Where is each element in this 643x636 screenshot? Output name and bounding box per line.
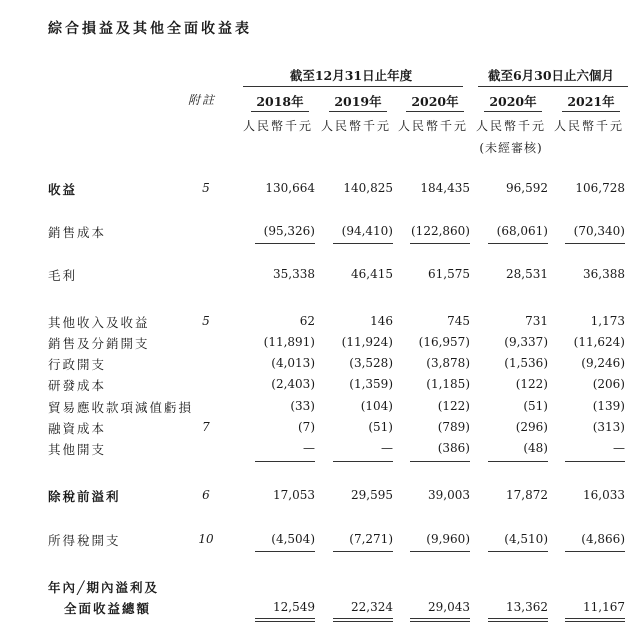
row-label-finance-costs: 融資成本 (48, 421, 107, 436)
table-cell: 28,531 (506, 267, 548, 281)
table-cell: (94,410) (341, 224, 393, 238)
column-unaudited-note: (未經審核) (479, 141, 543, 155)
group-header-rule (478, 86, 628, 87)
column-header-rule (329, 111, 387, 112)
subtotal-rule (565, 461, 625, 462)
column-unit: 人民幣千元 (320, 119, 391, 133)
table-cell: (7,271) (349, 532, 393, 546)
column-header-rule (406, 111, 464, 112)
subtotal-rule (565, 243, 625, 244)
table-cell: (206) (592, 377, 625, 391)
total-double-rule (410, 618, 470, 622)
table-cell: 745 (447, 314, 470, 328)
table-cell: (313) (592, 420, 625, 434)
table-cell: 96,592 (506, 181, 548, 195)
row-label-selling-expenses: 銷售及分銷開支 (48, 336, 150, 351)
table-cell: 13,362 (506, 600, 548, 614)
table-cell: (1,536) (504, 356, 548, 370)
row-note-ref: 6 (202, 488, 210, 502)
row-label-revenue: 收益 (48, 182, 78, 197)
row-note-ref: 7 (202, 420, 210, 434)
table-cell: 29,595 (351, 488, 393, 502)
table-cell: 22,324 (351, 600, 393, 614)
total-double-rule (565, 618, 625, 622)
column-header-year: 2019年 (334, 94, 382, 109)
table-cell: (68,061) (496, 224, 548, 238)
column-header-year: 2020年 (489, 94, 537, 109)
row-note-ref: 5 (202, 181, 210, 195)
total-double-rule (333, 618, 393, 622)
table-cell: (104) (360, 399, 393, 413)
table-cell: 17,053 (273, 488, 315, 502)
table-cell: 35,338 (273, 267, 315, 281)
subtotal-rule (410, 551, 470, 552)
column-unit: 人民幣千元 (475, 119, 546, 133)
row-label-cost-of-sales: 銷售成本 (48, 225, 107, 240)
table-cell: (95,326) (263, 224, 315, 238)
table-cell: 106,728 (575, 181, 625, 195)
subtotal-rule (410, 461, 470, 462)
row-note-ref: 10 (198, 532, 214, 546)
table-cell: (4,504) (271, 532, 315, 546)
table-cell: 184,435 (420, 181, 470, 195)
table-cell: 39,003 (428, 488, 470, 502)
table-cell: (9,960) (426, 532, 470, 546)
table-cell: (789) (437, 420, 470, 434)
row-label-profit-before-tax: 除稅前溢利 (48, 489, 121, 504)
row-label-admin-expenses: 行政開支 (48, 357, 107, 372)
column-header-year: 2018年 (256, 94, 304, 109)
table-cell: (386) (437, 441, 470, 455)
total-double-rule (488, 618, 548, 622)
table-cell: (4,866) (581, 532, 625, 546)
row-note-ref: 5 (202, 314, 210, 328)
column-header-rule (484, 111, 542, 112)
table-cell: (51) (368, 420, 393, 434)
total-double-rule (255, 618, 315, 622)
table-cell: 36,388 (583, 267, 625, 281)
row-label-other-income: 其他收入及收益 (48, 315, 150, 330)
row-label-rnd-costs: 研發成本 (48, 378, 107, 393)
table-cell: (4,510) (504, 532, 548, 546)
table-cell: (70,340) (573, 224, 625, 238)
subtotal-rule (410, 243, 470, 244)
subtotal-rule (488, 461, 548, 462)
note-column-header: 附註 (188, 93, 217, 107)
table-cell: 29,043 (428, 600, 470, 614)
table-cell: (1,359) (349, 377, 393, 391)
column-header-year: 2020年 (411, 94, 459, 109)
table-cell: 1,173 (590, 314, 625, 328)
subtotal-rule (565, 551, 625, 552)
table-cell: (33) (290, 399, 315, 413)
column-unit: 人民幣千元 (397, 119, 468, 133)
row-label-total-comprehensive-income: 全面收益總額 (64, 601, 152, 616)
table-cell: (11,624) (573, 335, 625, 349)
group-header-year-ended: 截至12月31日止年度 (289, 68, 413, 83)
table-cell: 17,872 (506, 488, 548, 502)
table-cell: — (613, 441, 625, 455)
group-header-rule (243, 86, 463, 87)
subtotal-rule (255, 551, 315, 552)
table-cell: 12,549 (273, 600, 315, 614)
table-cell: (3,878) (426, 356, 470, 370)
subtotal-rule (255, 243, 315, 244)
table-cell: (2,403) (271, 377, 315, 391)
table-cell: (16,957) (418, 335, 470, 349)
table-cell: (122) (437, 399, 470, 413)
subtotal-rule (333, 551, 393, 552)
column-unit: 人民幣千元 (242, 119, 313, 133)
table-cell: (3,528) (349, 356, 393, 370)
table-cell: (9,246) (581, 356, 625, 370)
column-header-year: 2021年 (567, 94, 615, 109)
subtotal-rule (488, 551, 548, 552)
table-cell: (1,185) (426, 377, 470, 391)
column-unit: 人民幣千元 (553, 119, 624, 133)
table-cell: 61,575 (428, 267, 470, 281)
row-label-impairment-losses: 貿易應收款項減值虧損 (48, 400, 194, 415)
group-header-six-months: 截至6月30日止六個月 (487, 68, 615, 83)
table-cell: 146 (370, 314, 393, 328)
table-cell: (4,013) (271, 356, 315, 370)
row-label-profit-for-period: 年內╱期內溢利及 (48, 580, 160, 595)
subtotal-rule (333, 461, 393, 462)
table-cell: — (381, 441, 393, 455)
table-cell: 731 (525, 314, 548, 328)
row-label-gross-profit: 毛利 (48, 268, 78, 283)
table-cell: 130,664 (265, 181, 315, 195)
table-cell: (9,337) (504, 335, 548, 349)
table-cell: (11,924) (341, 335, 393, 349)
table-cell: (296) (515, 420, 548, 434)
row-label-income-tax: 所得稅開支 (48, 533, 121, 548)
table-cell: 46,415 (351, 267, 393, 281)
table-cell: (48) (523, 441, 548, 455)
table-cell: (139) (592, 399, 625, 413)
table-cell: — (303, 441, 315, 455)
column-header-rule (562, 111, 620, 112)
table-cell: (122) (515, 377, 548, 391)
table-cell: 16,033 (583, 488, 625, 502)
subtotal-rule (333, 243, 393, 244)
table-cell: 62 (299, 314, 315, 328)
table-cell: (11,891) (263, 335, 315, 349)
subtotal-rule (488, 243, 548, 244)
column-header-rule (251, 111, 309, 112)
table-cell: 11,167 (583, 600, 625, 614)
table-cell: (51) (523, 399, 548, 413)
table-cell: (122,860) (411, 224, 470, 238)
statement-title: 綜合損益及其他全面收益表 (48, 21, 252, 37)
row-label-other-expenses: 其他開支 (48, 442, 107, 457)
table-cell: (7) (298, 420, 315, 434)
table-cell: 140,825 (343, 181, 393, 195)
subtotal-rule (255, 461, 315, 462)
